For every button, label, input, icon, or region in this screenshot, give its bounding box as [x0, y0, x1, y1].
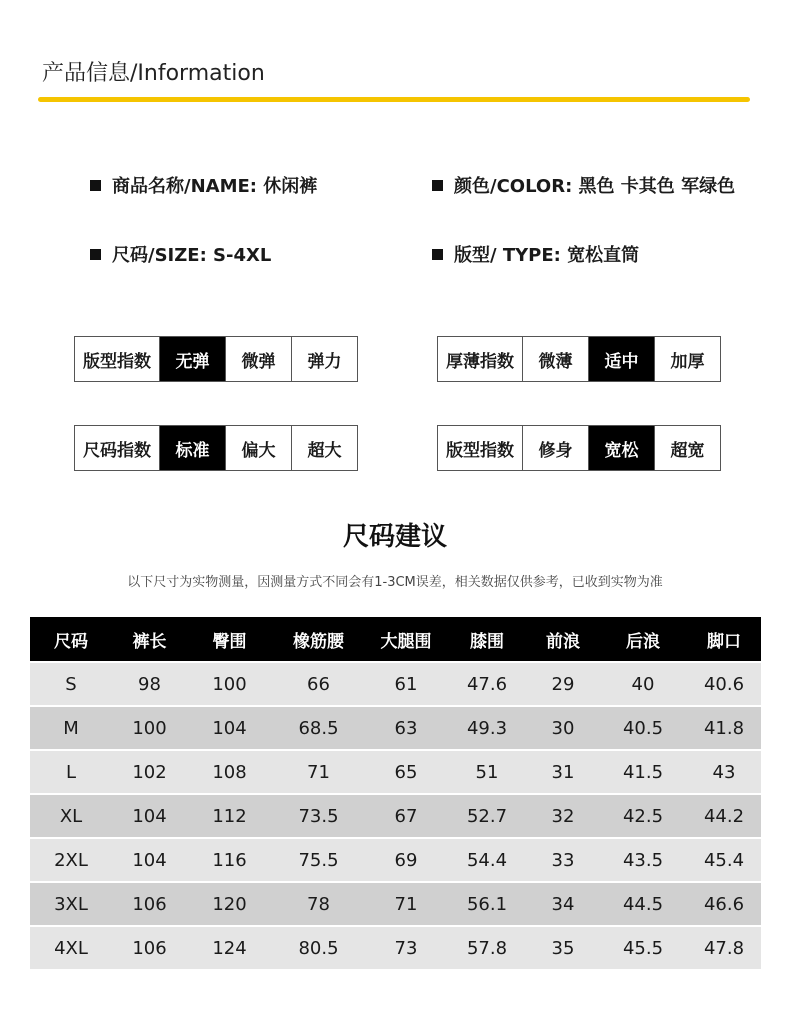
table-cell: 98 [138, 673, 161, 695]
square-bullet-icon [432, 180, 443, 191]
table-cell: 61 [394, 673, 418, 695]
table-cell: 65 [394, 761, 418, 783]
table-cell: 106 [132, 937, 167, 959]
table-cell: 63 [394, 717, 418, 739]
table-cell: 102 [132, 761, 167, 783]
table-cell: 51 [475, 761, 499, 783]
scale-option: 偏大 [225, 426, 291, 470]
table-cell: 104 [132, 849, 167, 871]
table-cell: 42.5 [622, 805, 664, 827]
table-cell: 52.7 [466, 805, 508, 827]
table-cell: 71 [307, 761, 330, 783]
table-header-cell: 后浪 [626, 631, 660, 652]
size-chart-note: 以下尺寸为实物测量，因测量方式不同会有1-3CM误差，相关数据仅供参考，已收到实物为准 [127, 575, 663, 590]
table-cell: 41.5 [622, 761, 664, 783]
table-cell: S [65, 673, 77, 695]
table-row [30, 839, 761, 881]
table-header-cell: 前浪 [546, 631, 580, 652]
table-cell: 104 [212, 717, 247, 739]
table-cell: 80.5 [298, 937, 339, 959]
table-cell: M [63, 717, 79, 739]
table-cell: 29 [551, 673, 575, 695]
table-header-cell: 膝围 [470, 631, 504, 652]
table-cell: 46.6 [703, 893, 745, 915]
table-cell: 54.4 [466, 849, 508, 871]
table-cell: 66 [307, 673, 330, 695]
table-cell: 116 [212, 849, 247, 871]
table-cell: L [65, 761, 77, 783]
table-row [30, 883, 761, 925]
table-cell: 3XL [54, 893, 88, 915]
square-bullet-icon [432, 249, 443, 260]
table-cell: 43.5 [622, 849, 664, 871]
scale-option: 微弹 [225, 337, 291, 381]
table-cell: 120 [212, 893, 247, 915]
table-cell: 47.6 [466, 673, 508, 695]
square-bullet-icon [90, 180, 101, 191]
scale-option: 标准 [159, 426, 225, 470]
table-cell: 106 [132, 893, 167, 915]
table-cell: 100 [212, 673, 247, 695]
title-underline [38, 97, 750, 102]
table-row [30, 707, 761, 749]
scale-option: 超大 [291, 426, 357, 470]
table-cell: 44.2 [703, 805, 745, 827]
table-row [30, 927, 761, 969]
fit-index-scale [437, 425, 721, 471]
info-color-text: 颜色/COLOR: 黑色 卡其色 军绿色 [454, 176, 736, 197]
section-title: 产品信息/Information [42, 61, 265, 86]
table-header-cell: 臀围 [212, 631, 247, 652]
info-name [90, 172, 317, 198]
info-name-text: 商品名称/NAME: 休闲裤 [112, 176, 318, 197]
table-cell: 68.5 [298, 717, 339, 739]
table-cell: 40.5 [622, 717, 664, 739]
table-cell: 30 [551, 717, 575, 739]
table-cell: 31 [551, 761, 575, 783]
table-cell: XL [59, 805, 83, 827]
scale-option: 微薄 [522, 337, 588, 381]
table-header-cell: 尺码 [54, 631, 88, 652]
scale-label: 版型指数 [446, 440, 514, 461]
info-type-text: 版型/ TYPE: 宽松直筒 [454, 245, 640, 266]
size-index-scale [74, 425, 358, 471]
table-cell: 4XL [54, 937, 88, 959]
table-cell: 32 [551, 805, 575, 827]
table-cell: 56.1 [466, 893, 508, 915]
table-cell: 33 [551, 849, 575, 871]
table-cell: 69 [394, 849, 418, 871]
table-cell: 73 [394, 937, 418, 959]
table-row [30, 751, 761, 793]
info-color [432, 172, 735, 198]
table-cell: 124 [212, 937, 247, 959]
table-cell: 49.3 [466, 717, 508, 739]
table-cell: 41.8 [703, 717, 745, 739]
table-cell: 45.5 [622, 937, 664, 959]
table-cell: 112 [212, 805, 247, 827]
scale-label: 厚薄指数 [446, 351, 514, 372]
size-table [30, 617, 761, 969]
info-size-text: 尺码/SIZE: S-4XL [112, 245, 272, 266]
stretch-index-scale [74, 336, 358, 382]
scale-option: 加厚 [654, 337, 720, 381]
table-cell: 104 [132, 805, 167, 827]
table-cell: 44.5 [622, 893, 664, 915]
scale-label: 版型指数 [83, 351, 151, 372]
table-cell: 40 [631, 673, 655, 695]
table-cell: 34 [551, 893, 575, 915]
table-header-row [30, 617, 761, 661]
table-cell: 75.5 [298, 849, 339, 871]
table-header-cell: 裤长 [132, 631, 167, 652]
table-cell: 40.6 [703, 673, 745, 695]
table-cell: 57.8 [466, 937, 508, 959]
table-row [30, 795, 761, 837]
info-size [90, 241, 271, 267]
thickness-index-scale [437, 336, 721, 382]
table-header-cell: 橡筋腰 [293, 631, 344, 652]
table-cell: 78 [307, 893, 330, 915]
info-type [432, 241, 639, 267]
table-row [30, 663, 761, 705]
square-bullet-icon [90, 249, 101, 260]
scale-option: 无弹 [159, 337, 225, 381]
size-chart-heading: 尺码建议 [342, 522, 447, 552]
table-header-cell: 大腿围 [380, 631, 432, 652]
table-header-cell: 脚口 [707, 631, 741, 652]
table-cell: 67 [394, 805, 418, 827]
table-cell: 35 [551, 937, 575, 959]
scale-option: 修身 [522, 426, 588, 470]
scale-option: 弹力 [291, 337, 357, 381]
scale-option: 宽松 [588, 426, 654, 470]
table-cell: 43 [712, 761, 736, 783]
table-cell: 100 [132, 717, 167, 739]
scale-option: 适中 [588, 337, 654, 381]
table-cell: 108 [212, 761, 247, 783]
table-cell: 73.5 [298, 805, 339, 827]
table-cell: 45.4 [703, 849, 745, 871]
table-cell: 47.8 [703, 937, 745, 959]
scale-label: 尺码指数 [83, 440, 151, 461]
table-cell: 71 [394, 893, 418, 915]
table-cell: 2XL [54, 849, 88, 871]
scale-option: 超宽 [654, 426, 720, 470]
